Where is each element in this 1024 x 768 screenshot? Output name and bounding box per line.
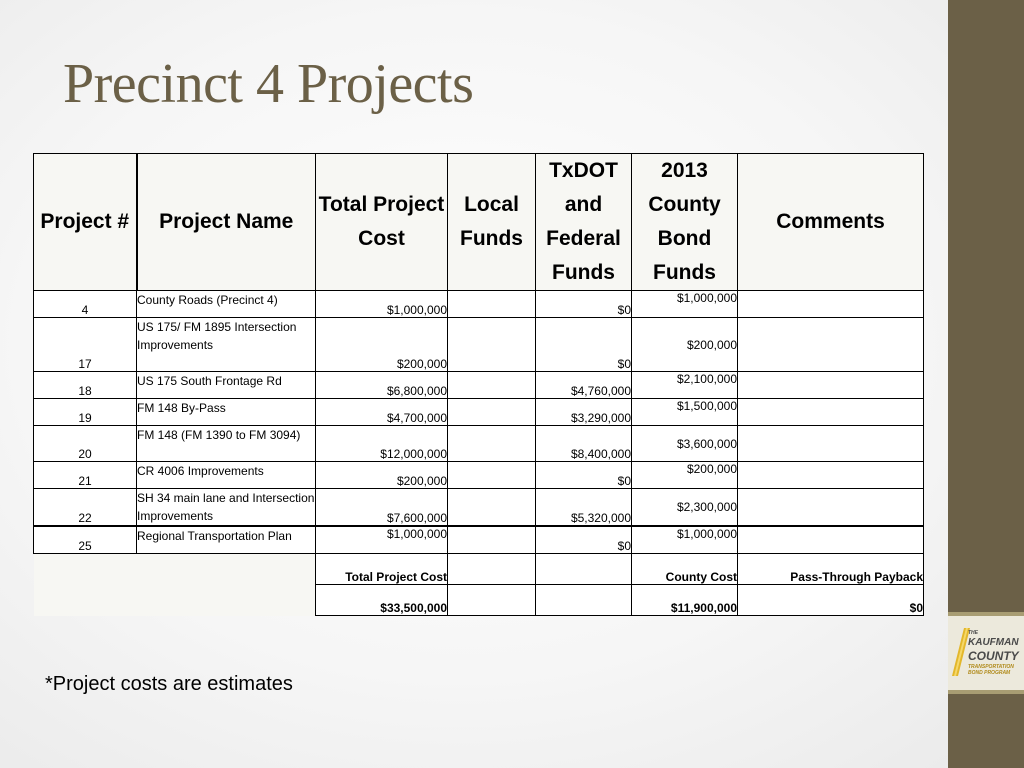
cell-total-cost: $7,600,000 bbox=[316, 489, 448, 527]
logo-strip-bottom-bar bbox=[948, 690, 1024, 694]
cell-county-funds: $200,000 bbox=[632, 318, 738, 372]
cell-project-name: US 175 South Frontage Rd bbox=[137, 372, 316, 399]
cell-project-number: 21 bbox=[34, 462, 137, 489]
table-row bbox=[34, 489, 924, 527]
cell-comments bbox=[738, 426, 924, 462]
table-row bbox=[34, 426, 924, 462]
cell-total-cost: $12,000,000 bbox=[316, 426, 448, 462]
logo-line-3: COUNTY bbox=[968, 649, 1019, 663]
summary-county-value: $11,900,000 bbox=[632, 585, 738, 616]
logo-line-4: TRANSPORTATION bbox=[968, 664, 1014, 670]
cell-txdot-funds: $3,290,000 bbox=[536, 399, 632, 426]
cell-project-number: 20 bbox=[34, 426, 137, 462]
cell-local-funds bbox=[448, 489, 536, 527]
cell-txdot-funds: $0 bbox=[536, 291, 632, 318]
cell-project-name: County Roads (Precinct 4) bbox=[137, 291, 316, 318]
summary-payback-value: $0 bbox=[738, 585, 924, 616]
cell-county-funds: $2,100,000 bbox=[632, 372, 738, 399]
header-project-number: Project # bbox=[34, 154, 137, 291]
table-row bbox=[34, 399, 924, 426]
cell-comments bbox=[738, 372, 924, 399]
header-total-cost: Total Project Cost bbox=[316, 154, 448, 291]
cell-total-cost: $200,000 bbox=[316, 318, 448, 372]
projects-table bbox=[33, 153, 924, 616]
table-row bbox=[34, 291, 924, 318]
cell-local-funds bbox=[448, 291, 536, 318]
logo-line-5: BOND PROGRAM bbox=[968, 670, 1011, 676]
cell-comments bbox=[738, 526, 924, 554]
cell-project-name: FM 148 (FM 1390 to FM 3094) bbox=[137, 426, 316, 462]
summary-total-label: Total Project Cost bbox=[316, 554, 448, 585]
cell-txdot-funds: $0 bbox=[536, 318, 632, 372]
table-row bbox=[34, 372, 924, 399]
cell-project-number: 19 bbox=[34, 399, 137, 426]
summary-payback-label: Pass-Through Payback bbox=[738, 554, 924, 585]
cell-total-cost: $4,700,000 bbox=[316, 399, 448, 426]
cell-project-number: 4 bbox=[34, 291, 137, 318]
cell-txdot-funds: $8,400,000 bbox=[536, 426, 632, 462]
cell-local-funds bbox=[448, 426, 536, 462]
cell-comments bbox=[738, 399, 924, 426]
slide-title: Precinct 4 Projects bbox=[63, 53, 474, 115]
cell-project-number: 17 bbox=[34, 318, 137, 372]
cell-project-name: CR 4006 Improvements bbox=[137, 462, 316, 489]
summary-total-value: $33,500,000 bbox=[316, 585, 448, 616]
logo-line-1: THE bbox=[968, 630, 978, 636]
cell-comments bbox=[738, 318, 924, 372]
table-row bbox=[34, 526, 924, 554]
summary-empty-area bbox=[34, 554, 316, 616]
cell-comments bbox=[738, 462, 924, 489]
cell-county-funds: $1,000,000 bbox=[632, 291, 738, 318]
cell-comments bbox=[738, 489, 924, 527]
cell-txdot-funds: $0 bbox=[536, 526, 632, 554]
cell-project-name: SH 34 main lane and Intersection Improvements bbox=[137, 489, 316, 527]
cell-total-cost: $1,000,000 bbox=[316, 291, 448, 318]
table-header-row bbox=[34, 154, 924, 291]
header-txdot-funds: TxDOT and Federal Funds bbox=[536, 154, 632, 291]
cell-txdot-funds: $4,760,000 bbox=[536, 372, 632, 399]
cell-local-funds bbox=[448, 372, 536, 399]
table-row bbox=[34, 462, 924, 489]
summary-blank-cell bbox=[448, 554, 536, 585]
summary-county-label: County Cost bbox=[632, 554, 738, 585]
header-local-funds: Local Funds bbox=[448, 154, 536, 291]
logo-strip-top-bar bbox=[948, 612, 1024, 616]
summary-blank-cell bbox=[536, 554, 632, 585]
summary-label-row bbox=[34, 554, 924, 585]
cell-county-funds: $200,000 bbox=[632, 462, 738, 489]
cell-county-funds: $2,300,000 bbox=[632, 489, 738, 527]
summary-blank-cell bbox=[536, 585, 632, 616]
header-project-name: Project Name bbox=[137, 154, 316, 291]
cell-txdot-funds: $5,320,000 bbox=[536, 489, 632, 527]
cell-county-funds: $1,000,000 bbox=[632, 526, 738, 554]
cell-project-number: 18 bbox=[34, 372, 137, 399]
cell-total-cost: $1,000,000 bbox=[316, 526, 448, 554]
cell-txdot-funds: $0 bbox=[536, 462, 632, 489]
table-row bbox=[34, 318, 924, 372]
cell-total-cost: $6,800,000 bbox=[316, 372, 448, 399]
cell-comments bbox=[738, 291, 924, 318]
cell-county-funds: $3,600,000 bbox=[632, 426, 738, 462]
cell-project-name: Regional Transportation Plan bbox=[137, 526, 316, 554]
cell-project-number: 25 bbox=[34, 526, 137, 554]
header-county-bond-funds: 2013 County Bond Funds bbox=[632, 154, 738, 291]
cell-project-name: US 175/ FM 1895 Intersection Improvements bbox=[137, 318, 316, 372]
cell-total-cost: $200,000 bbox=[316, 462, 448, 489]
cell-county-funds: $1,500,000 bbox=[632, 399, 738, 426]
header-comments: Comments bbox=[738, 154, 924, 291]
cell-local-funds bbox=[448, 399, 536, 426]
logo-line-2: KAUFMAN bbox=[968, 637, 1019, 648]
cell-project-name: FM 148 By-Pass bbox=[137, 399, 316, 426]
footnote: *Project costs are estimates bbox=[45, 673, 293, 695]
cell-project-number: 22 bbox=[34, 489, 137, 527]
cell-local-funds bbox=[448, 462, 536, 489]
cell-local-funds bbox=[448, 318, 536, 372]
cell-local-funds bbox=[448, 526, 536, 554]
summary-blank-cell bbox=[448, 585, 536, 616]
